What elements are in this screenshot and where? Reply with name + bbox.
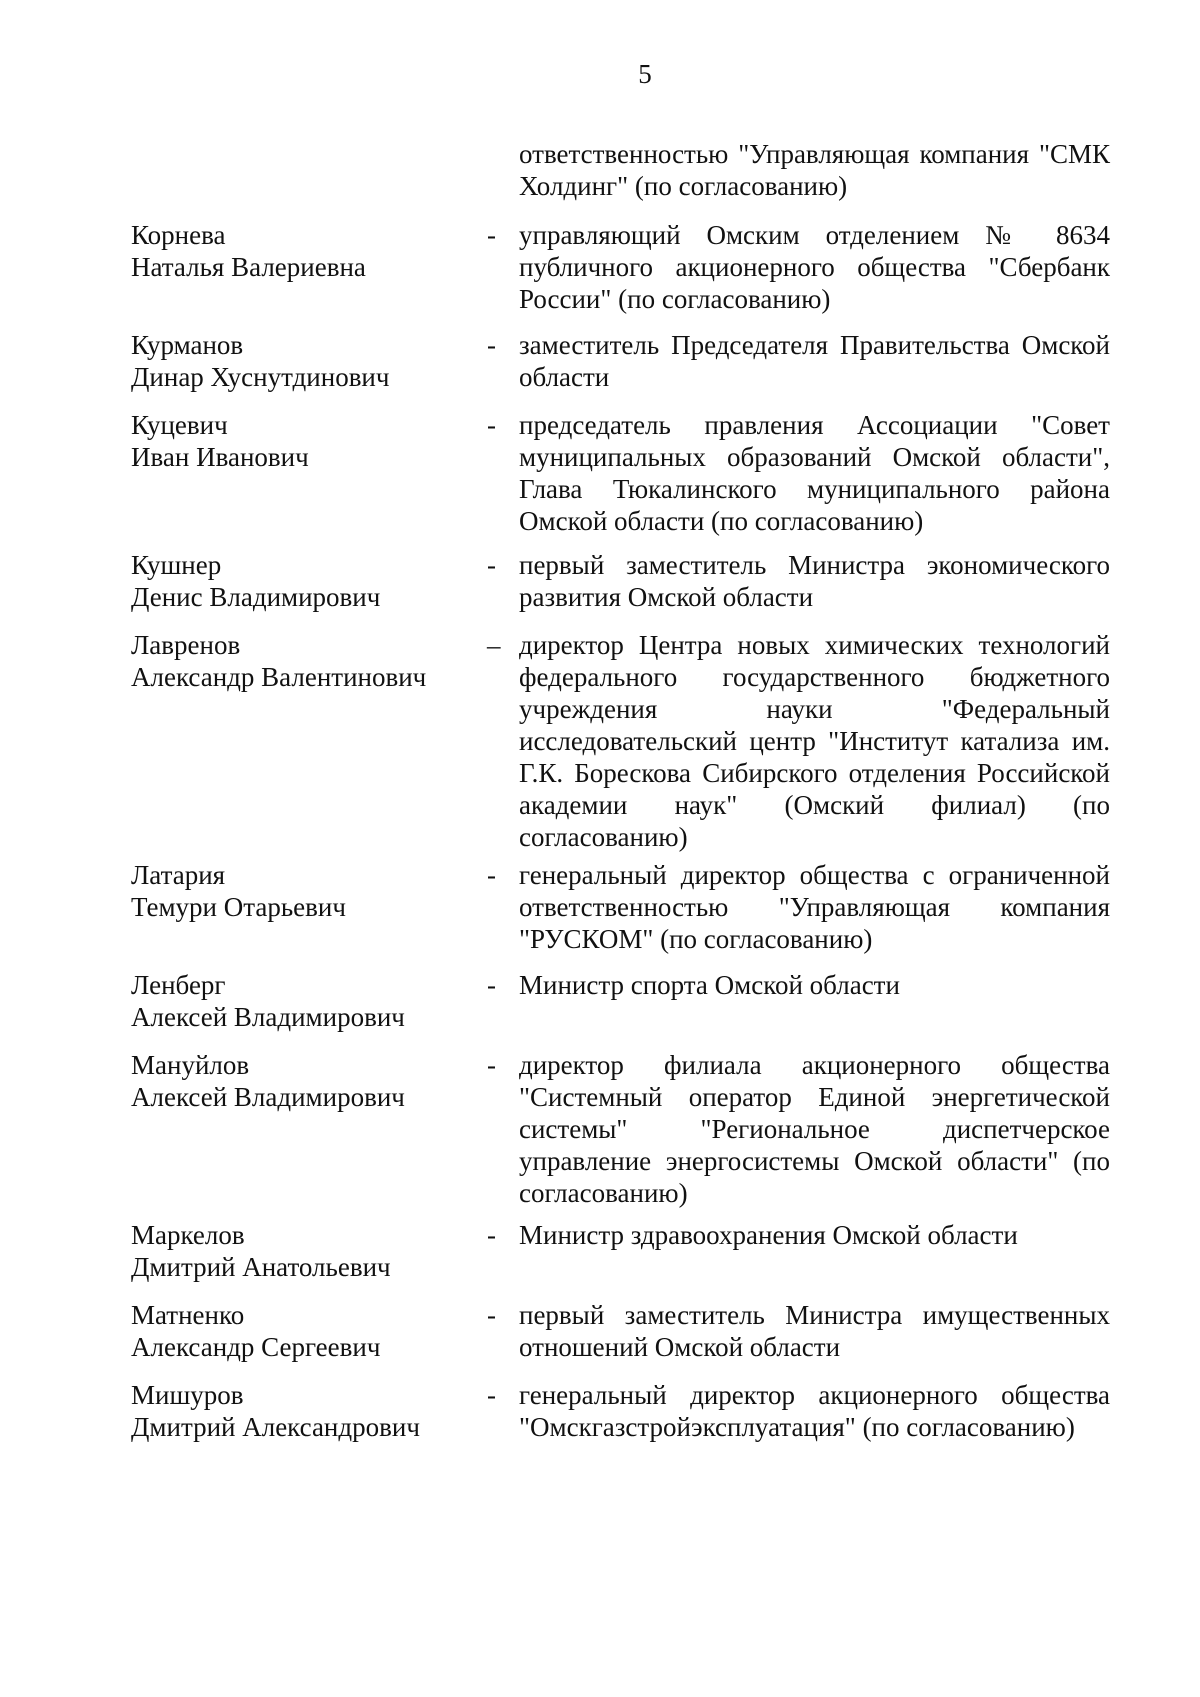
entry-dash: - <box>487 410 496 440</box>
member-name <box>131 1299 461 1363</box>
member-surname: Куцевич <box>131 410 228 440</box>
member-given-names: Динар Хуснутдинович <box>131 362 390 392</box>
member-position: первый заместитель Министра экономического развития Омской области <box>519 550 1110 612</box>
member-given-names: Александр Сергеевич <box>131 1332 381 1362</box>
member-position: директор Центра новых химических технологий федерального государственного бюджетного учреждения науки "Федеральный исследовательский центр "Институт катализа им. Г.К. Борескова Сибирского отделения Российской академии наук" (Омский филиал) (по согласованию) <box>519 630 1110 852</box>
member-surname: Курманов <box>131 330 244 360</box>
member-name <box>131 859 461 923</box>
member-entry <box>0 1219 1200 1299</box>
member-name <box>131 219 461 283</box>
member-given-names: Иван Иванович <box>131 442 309 472</box>
member-name <box>131 969 461 1033</box>
member-name <box>131 409 461 473</box>
member-surname: Маркелов <box>131 1220 245 1250</box>
member-position: генеральный директор общества с ограниченной ответственностью "Управляющая компания "РУСКОМ" (по согласованию) <box>519 860 1110 954</box>
member-name <box>131 629 461 693</box>
member-entry <box>0 409 1200 549</box>
member-given-names: Темури Отарьевич <box>131 892 346 922</box>
member-entry <box>0 1299 1200 1379</box>
member-position: генеральный директор акционерного общества "Омскгазстройэксплуатация" (по согласованию) <box>519 1380 1110 1442</box>
member-surname: Мишуров <box>131 1380 244 1410</box>
entry-dash: - <box>487 1050 496 1080</box>
member-list <box>0 219 1200 1459</box>
member-position: Министр здравоохранения Омской области <box>519 1220 1018 1250</box>
member-entry <box>0 329 1200 409</box>
continuation-text: ответственностью "Управляющая компания "СМК Холдинг" (по согласованию) <box>519 139 1110 201</box>
page-number: 5 <box>638 59 652 89</box>
member-given-names: Алексей Владимирович <box>131 1082 405 1112</box>
member-surname: Корнева <box>131 220 226 250</box>
entry-dash: - <box>487 860 496 890</box>
member-surname: Мануйлов <box>131 1050 250 1080</box>
member-given-names: Александр Валентинович <box>131 662 427 692</box>
entry-dash: – <box>487 630 501 660</box>
entry-dash: - <box>487 1300 496 1330</box>
member-given-names: Алексей Владимирович <box>131 1002 405 1032</box>
member-position: Министр спорта Омской области <box>519 970 900 1000</box>
entry-dash: - <box>487 220 496 250</box>
member-position: управляющий Омским отделением № 8634 публичного акционерного общества "Сбербанк России" (по согласованию) <box>519 220 1110 314</box>
member-position: председатель правления Ассоциации "Совет муниципальных образований Омской области", Глава Тюкалинского муниципального района Омской области (по согласованию) <box>519 410 1110 536</box>
entry-dash: - <box>487 330 496 360</box>
member-surname: Лавренов <box>131 630 241 660</box>
member-given-names: Наталья Валериевна <box>131 252 366 282</box>
member-name <box>131 1049 461 1113</box>
member-position: заместитель Председателя Правительства Омской области <box>519 330 1110 392</box>
entry-dash: - <box>487 1380 496 1410</box>
member-given-names: Дмитрий Александрович <box>131 1412 420 1442</box>
member-name <box>131 1219 461 1283</box>
member-surname: Матненко <box>131 1300 245 1330</box>
member-entry <box>0 1379 1200 1459</box>
entry-dash: - <box>487 1220 496 1250</box>
member-given-names: Денис Владимирович <box>131 582 381 612</box>
member-entry <box>0 1049 1200 1219</box>
member-name <box>131 549 461 613</box>
member-surname: Ленберг <box>131 970 226 1000</box>
member-given-names: Дмитрий Анатольевич <box>131 1252 391 1282</box>
member-entry <box>0 629 1200 859</box>
entry-dash: - <box>487 970 496 1000</box>
member-name <box>131 1379 461 1443</box>
entry-dash: - <box>487 550 496 580</box>
member-surname: Кушнер <box>131 550 222 580</box>
member-entry <box>0 549 1200 629</box>
member-position: первый заместитель Министра имущественных отношений Омской области <box>519 1300 1110 1362</box>
member-name <box>131 329 461 393</box>
member-position: директор филиала акционерного общества "Системный оператор Единой энергетической системы" "Региональное диспетчерское управление энергосистемы Омской области" (по согласованию) <box>519 1050 1110 1208</box>
member-surname: Латария <box>131 860 226 890</box>
member-entry <box>0 859 1200 969</box>
member-entry <box>0 219 1200 329</box>
member-entry <box>0 969 1200 1049</box>
